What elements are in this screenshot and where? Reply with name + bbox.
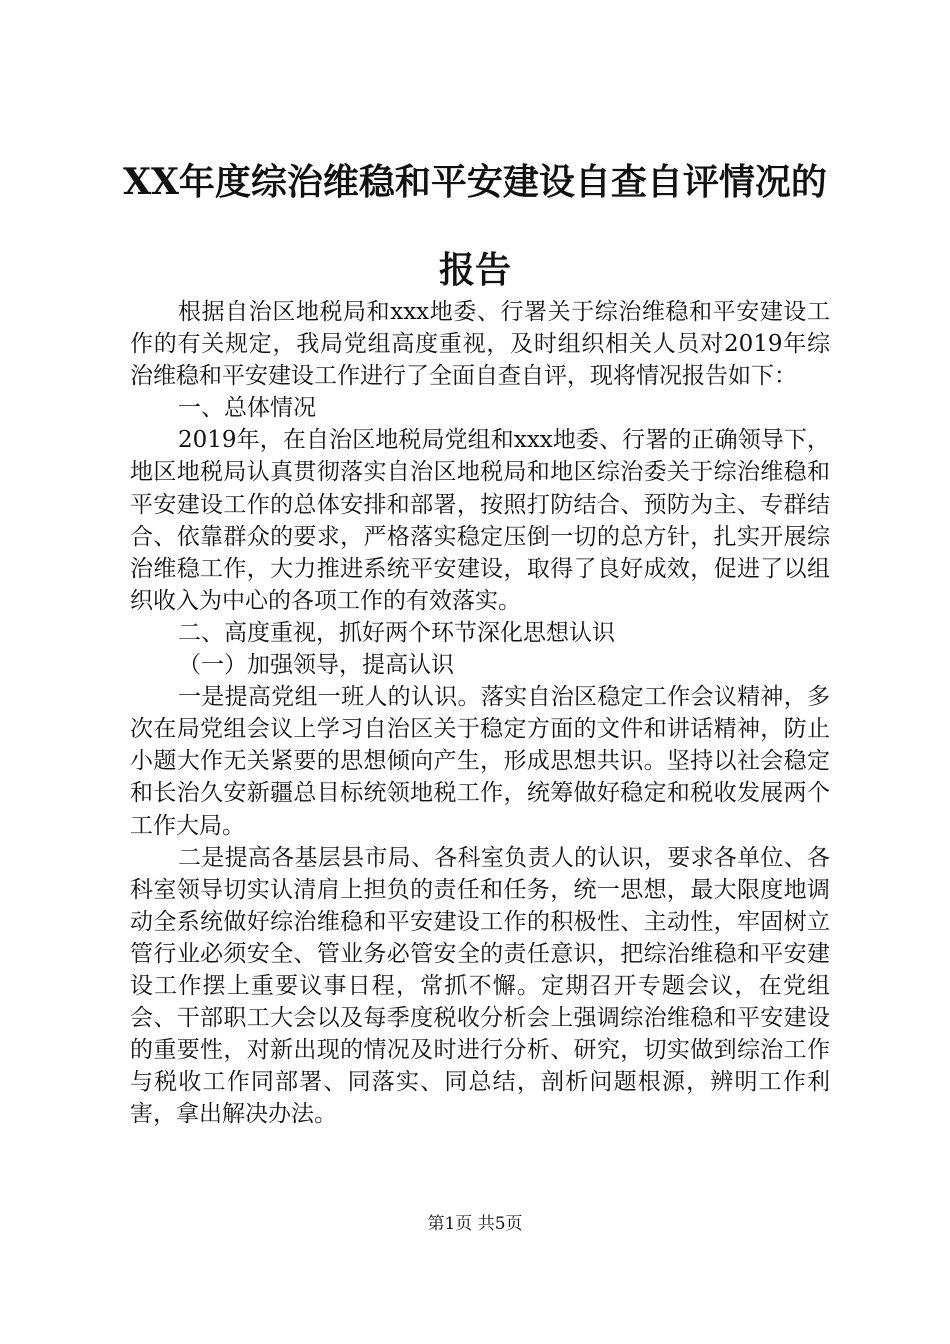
subsection-heading-one: （一）加强领导，提高认识 xyxy=(178,652,454,679)
document-title-line1: XX年度综治维稳和平安建设自查自评情况的 xyxy=(123,161,827,203)
document-body xyxy=(130,296,830,1130)
intro-paragraph: 根据自治区地税局和xxx地委、行署关于综治维稳和平安建设工作的有关规定，我局党组高度重视，及时组织相关人员对2019年综治维稳和平安建设工作进行了全面自查自评，现将情况报告如下： xyxy=(130,299,830,390)
body-paragraph-first: 一是提高党组一班人的认识。落实自治区稳定工作会议精神，多次在局党组会议上学习自治区关于稳定方面的文件和讲话精神，防止小题大作无关紧要的思想倾向产生，形成思想共识。坚持以社会稳定和长治久安新疆总目标统领地税工作，统筹做好稳定和税收发展两个工作大局。 xyxy=(130,684,830,839)
document-title-line2: 报告 xyxy=(438,249,511,291)
page-footer: 第1页 共5页 xyxy=(427,1214,523,1234)
body-paragraph-second: 二是提高各基层县市局、各科室负责人的认识，要求各单位、各科室领导切实认清肩上担负的责任和任务，统一思想，最大限度地调动全系统做好综治维稳和平安建设工作的积极性、主动性，牢固树立管行业必须安全、管业务必管安全的责任意识，把综治维稳和平安建设工作摆上重要议事日程，常抓不懈。定期召开专题会议，在党组会、干部职工大会以及每季度税收分析会上强调综治维稳和平安建设的重要性，对新出现的情况及时进行分析、研究，切实做到综治工作与税收工作同部署、同落实、同总结，剖析问题根源，辨明工作利害，拿出解决办法。 xyxy=(130,844,830,1128)
section-heading-two: 二、高度重视，抓好两个环节深化思想认识 xyxy=(178,619,615,646)
overview-paragraph: 2019年，在自治区地税局党组和xxx地委、行署的正确领导下，地区地税局认真贯彻落实自治区地税局和地区综治委关于综治维稳和平安建设工作的总体安排和部署，按照打防结合、预防为主、专群结合、依靠群众的要求，严格落实稳定压倒一切的总方针，扎实开展综治维稳工作，大力推进系统平安建设，取得了良好成效，促进了以组织收入为中心的各项工作的有效落实。 xyxy=(130,427,830,614)
section-heading-overview: 一、总体情况 xyxy=(178,395,316,422)
